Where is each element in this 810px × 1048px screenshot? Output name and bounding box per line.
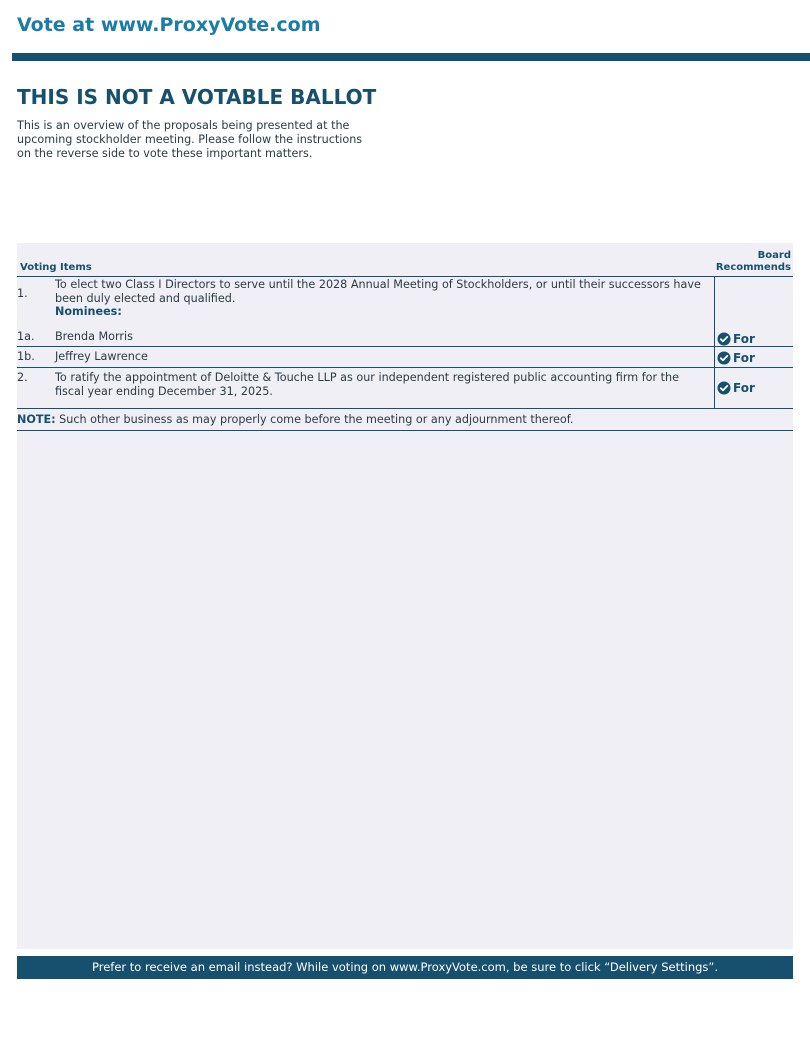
voting-items-panel	[17, 243, 793, 949]
board-recommendation	[717, 381, 755, 395]
item-number: 1b.	[17, 350, 35, 363]
table-divider	[17, 346, 793, 347]
item-number: 2.	[17, 371, 28, 384]
board-recommendation	[717, 351, 755, 365]
recommendation-label: For	[733, 381, 755, 395]
column-header-board-line2: Recommends	[715, 262, 791, 273]
notice-intro: This is an overview of the proposals being presented at the upcoming stockholder meeting. Please follow the instructions on the reverse side to vote these important matters.	[17, 119, 363, 160]
table-divider	[17, 408, 793, 409]
check-circle-icon	[717, 351, 731, 365]
check-circle-icon	[717, 381, 731, 395]
header-divider	[12, 53, 810, 61]
column-header-board-line1: Board	[757, 250, 791, 261]
item-number: 1.	[17, 287, 28, 300]
nominees-label: Nominees:	[55, 305, 122, 318]
column-header-voting-items: Voting Items	[20, 262, 92, 273]
notice-heading: THIS IS NOT A VOTABLE BALLOT	[17, 85, 377, 109]
note-text: Such other business as may properly come before the meeting or any adjournment thereof.	[55, 413, 574, 426]
nominee-name: Jeffrey Lawrence	[55, 350, 148, 363]
proposal-2-text: To ratify the appointment of Deloitte & Touche LLP as our independent registered public accounting firm for the fiscal year ending December 31, 2025.	[55, 371, 680, 398]
nominee-name: Brenda Morris	[55, 330, 133, 343]
item-number: 1a.	[17, 330, 35, 343]
item-text	[55, 278, 705, 319]
note-line	[17, 413, 573, 426]
footer-banner[interactable]: Prefer to receive an email instead? While voting on www.ProxyVote.com, be sure to click “Delivery Settings”.	[17, 956, 793, 979]
proposal-1-text: To elect two Class I Directors to serve until the 2028 Annual Meeting of Stockholders, or until their successors have been duly elected and qualified.	[55, 278, 701, 305]
table-divider	[17, 430, 793, 431]
recommendation-label: For	[733, 332, 755, 346]
page-title[interactable]: Vote at www.ProxyVote.com	[17, 14, 321, 36]
table-divider	[17, 276, 793, 277]
column-header-board-recommends	[711, 250, 791, 274]
note-label: NOTE:	[17, 413, 56, 426]
column-separator	[714, 276, 715, 408]
recommendation-label: For	[733, 351, 755, 365]
board-recommendation	[717, 332, 755, 346]
check-circle-icon	[717, 332, 731, 346]
table-divider	[17, 367, 793, 368]
